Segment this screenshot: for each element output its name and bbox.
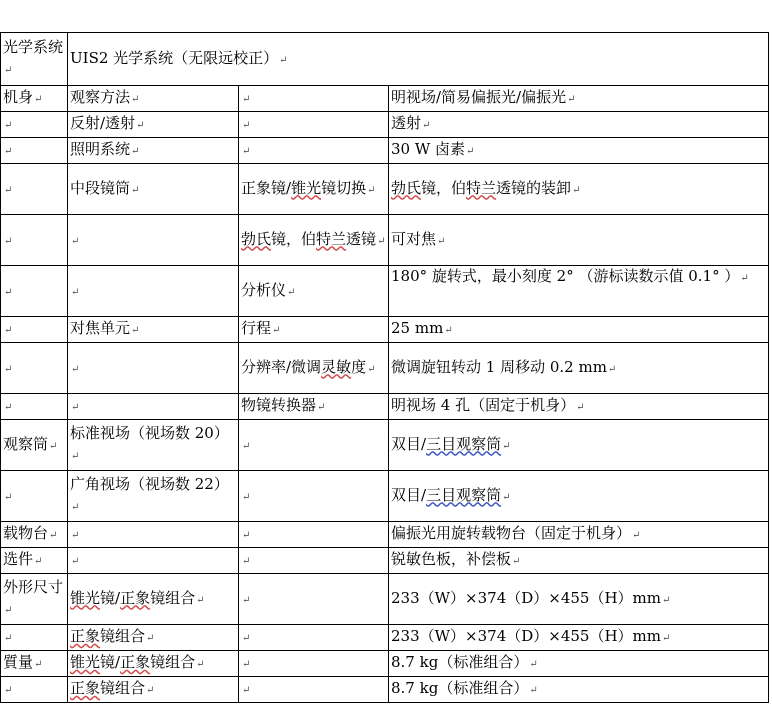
value-cell: 偏振光用旋转载物台（固定于机身）↵ [389,522,769,548]
item-cell: ↵ [68,215,239,266]
table-row [1,86,769,112]
category-cell: ↵ [1,138,68,164]
table-row [1,164,769,215]
value-cell: 微调旋钮转动 1 周移动 0.2 mm↵ [389,343,769,394]
category-cell: 質量↵ [1,651,68,677]
value-cell: 233（W）×374（D）×455（H）mm↵ [389,625,769,651]
subitem-cell: ↵ [239,625,389,651]
table-row [1,215,769,266]
value-cell: 透射↵ [389,112,769,138]
value-cell: 可对焦↵ [389,215,769,266]
table-row [1,138,769,164]
subitem-cell: ↵ [239,112,389,138]
item-cell: 对焦单元↵ [68,317,239,343]
table-row [1,548,769,574]
subitem-cell: 分辨率/微调灵敏度↵ [239,343,389,394]
table-row [1,33,769,86]
category-cell: ↵ [1,677,68,703]
category-cell: ↵ [1,471,68,522]
value-cell: 180° 旋转式，最小刻度 2° （游标读数示值 0.1° ）↵ [389,266,769,317]
table-row [1,471,769,522]
item-cell: ↵ [68,343,239,394]
table-row [1,317,769,343]
table-row [1,394,769,420]
category-cell: ↵ [1,317,68,343]
value-cell: 明视场/简易偏振光/偏振光↵ [389,86,769,112]
subitem-cell: ↵ [239,651,389,677]
category-cell: ↵ [1,394,68,420]
category-cell: ↵ [1,215,68,266]
value-cell: 8.7 kg（标准组合）↵ [389,651,769,677]
value-cell: 233（W）×374（D）×455（H）mm↵ [389,574,769,625]
item-cell: 照明系统↵ [68,138,239,164]
item-cell: 锥光镜/正象镜组合↵ [68,574,239,625]
subitem-cell: ↵ [239,420,389,471]
subitem-cell: ↵ [239,86,389,112]
subitem-cell: ↵ [239,574,389,625]
subitem-cell: 正象镜/锥光镜切换↵ [239,164,389,215]
value-cell: 双目/三目观察筒↵ [389,471,769,522]
table-row [1,112,769,138]
subitem-cell: ↵ [239,138,389,164]
table-row [1,677,769,703]
category-cell: ↵ [1,266,68,317]
value-cell: 锐敏色板，补偿板↵ [389,548,769,574]
category-cell: 载物台↵ [1,522,68,548]
subitem-cell: ↵ [239,548,389,574]
item-cell: 标准视场（视场数 20）↵ [68,420,239,471]
item-cell: 正象镜组合↵ [68,677,239,703]
item-cell: ↵ [68,522,239,548]
table-row [1,420,769,471]
row-label: 光学系统↵ [1,33,68,86]
value-cell: 明视场 4 孔（固定于机身）↵ [389,394,769,420]
table-row [1,625,769,651]
table-row [1,651,769,677]
value-cell: 30 W 卤素↵ [389,138,769,164]
item-cell: 锥光镜/正象镜组合↵ [68,651,239,677]
value-cell: UIS2 光学系统（无限远校正）↵ [68,33,769,86]
item-cell: 正象镜组合↵ [68,625,239,651]
category-cell: 机身↵ [1,86,68,112]
value-cell: 双目/三目观察筒↵ [389,420,769,471]
table-row [1,522,769,548]
table-row [1,574,769,625]
subitem-cell: 分析仪↵ [239,266,389,317]
spec-table [0,32,769,703]
item-cell: 观察方法↵ [68,86,239,112]
item-cell: 中段镜筒↵ [68,164,239,215]
value-cell: 25 mm↵ [389,317,769,343]
item-cell: ↵ [68,548,239,574]
item-cell: 反射/透射↵ [68,112,239,138]
table-row [1,266,769,317]
subitem-cell: ↵ [239,677,389,703]
subitem-cell: ↵ [239,471,389,522]
category-cell: 观察筒↵ [1,420,68,471]
value-cell: 勃氏镜，伯特兰透镜的装卸↵ [389,164,769,215]
category-cell: ↵ [1,112,68,138]
category-cell: 外形尺寸↵ [1,574,68,625]
subitem-cell: 物镜转换器↵ [239,394,389,420]
subitem-cell: 勃氏镜，伯特兰透镜↵ [239,215,389,266]
category-cell: ↵ [1,343,68,394]
category-cell: ↵ [1,164,68,215]
item-cell: ↵ [68,266,239,317]
table-row [1,343,769,394]
item-cell: ↵ [68,394,239,420]
subitem-cell: ↵ [239,522,389,548]
category-cell: ↵ [1,625,68,651]
page-title [3,8,4,30]
category-cell: 选件↵ [1,548,68,574]
subitem-cell: 行程↵ [239,317,389,343]
value-cell: 8.7 kg（标准组合）↵ [389,677,769,703]
item-cell: 广角视场（视场数 22）↵ [68,471,239,522]
